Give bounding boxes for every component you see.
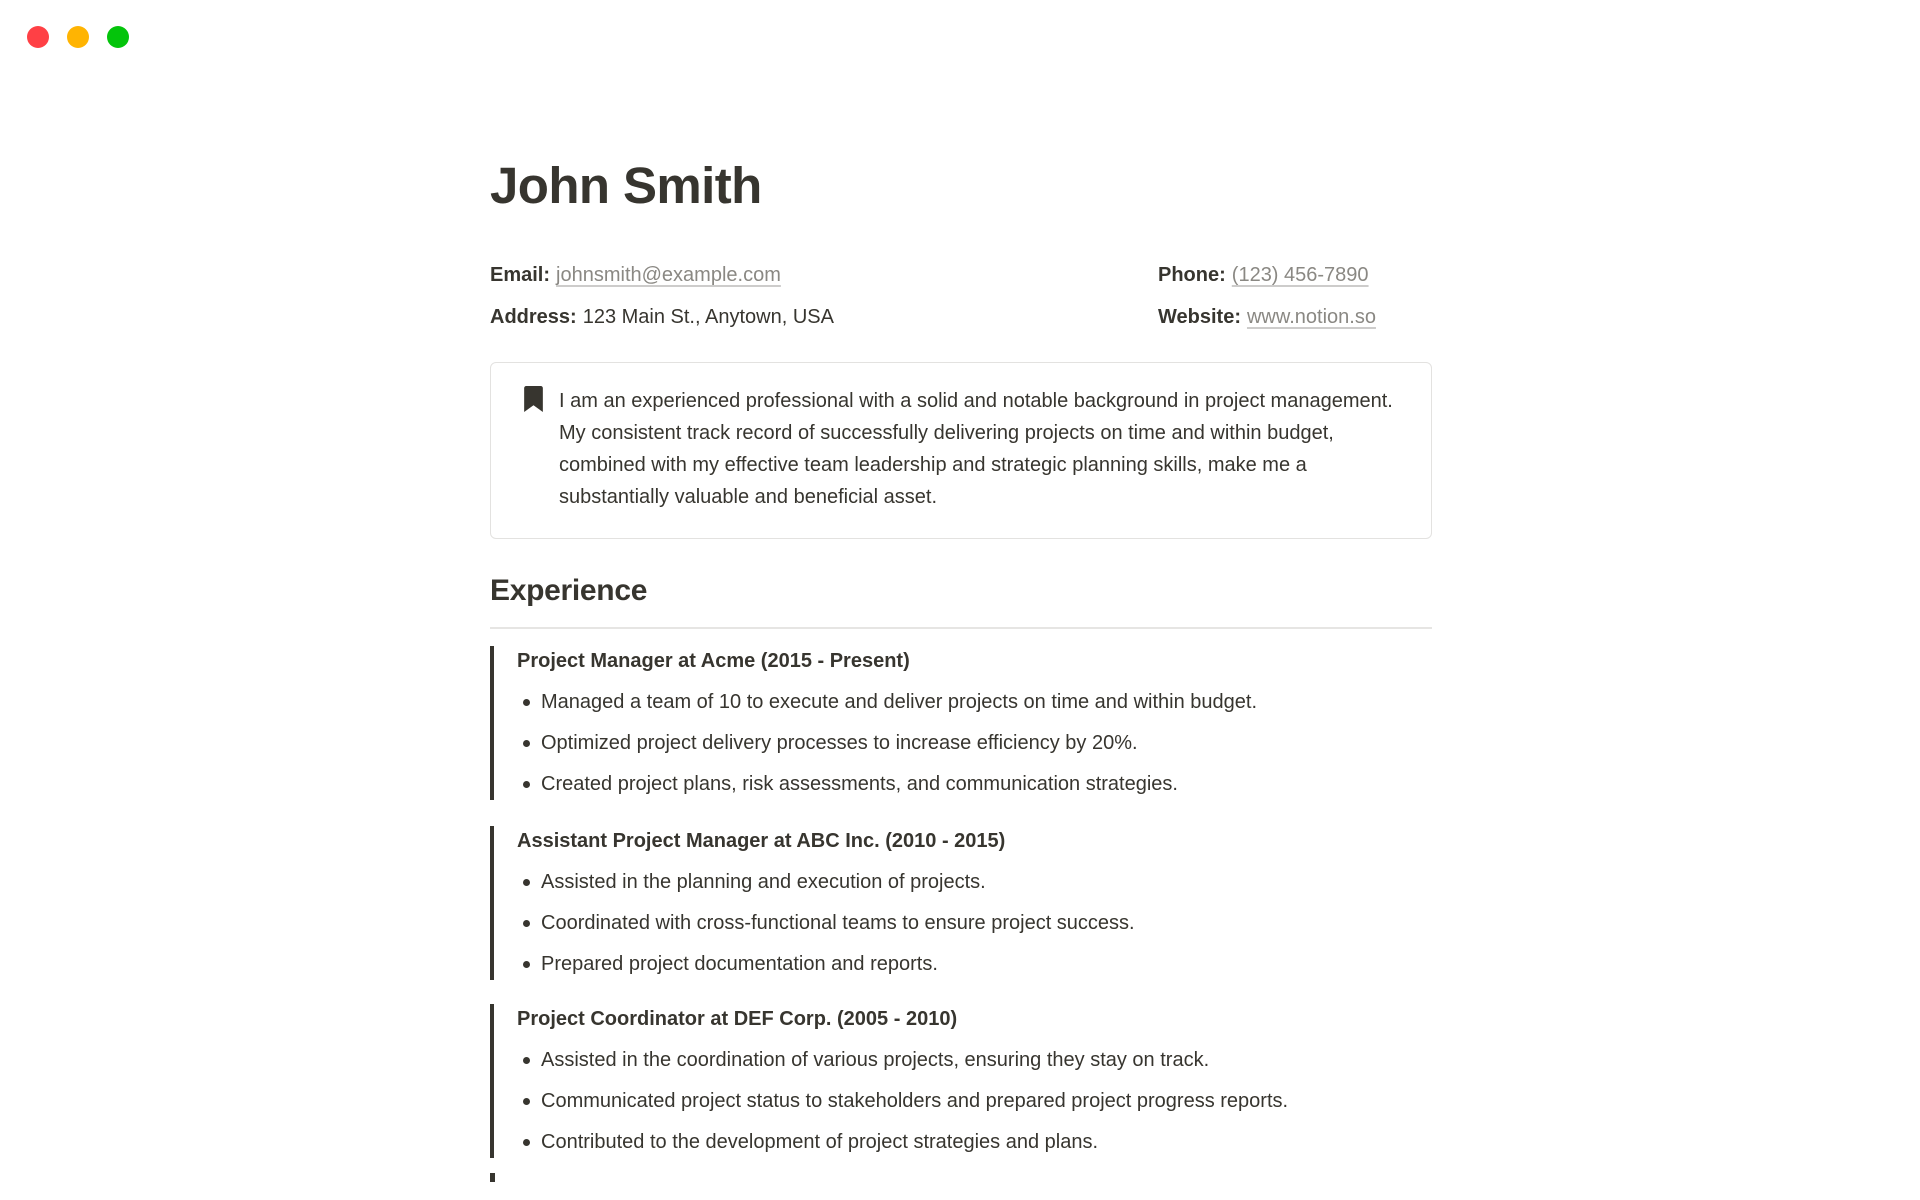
next-entry-partial-bar: [490, 1173, 495, 1182]
bullet-item: Optimized project delivery processes to increase efficiency by 20%.: [517, 728, 1432, 759]
entry-bullet-list: [517, 1045, 1432, 1158]
contact-column-left: [490, 260, 1158, 333]
minimize-window-button[interactable]: [67, 26, 89, 48]
bullet-item: Prepared project documentation and reports.: [517, 949, 1432, 980]
section-divider: [490, 627, 1432, 629]
entry-bullet-list: [517, 687, 1432, 800]
experience-entry: [490, 646, 1432, 800]
entry-bullet-list: [517, 867, 1432, 980]
close-window-button[interactable]: [27, 26, 49, 48]
address-value: 123 Main St., Anytown, USA: [582, 306, 834, 328]
experience-entry: [490, 826, 1432, 980]
experience-heading: Experience: [490, 574, 648, 607]
bullet-item: Coordinated with cross-functional teams to ensure project success.: [517, 908, 1432, 939]
email-label: Email:: [490, 264, 551, 286]
entry-title: Project Coordinator at DEF Corp. (2005 - 2010): [517, 1008, 958, 1030]
entry-title: Assistant Project Manager at ABC Inc. (2010 - 2015): [517, 830, 1006, 852]
phone-label: Phone:: [1158, 264, 1226, 286]
bullet-item: Contributed to the development of project strategies and plans.: [517, 1127, 1432, 1158]
contact-column-right: [1158, 260, 1432, 333]
page-title: John Smith: [490, 157, 762, 214]
entry-title: Project Manager at Acme (2015 - Present): [517, 650, 910, 672]
website-label: Website:: [1158, 306, 1241, 328]
bullet-item: Managed a team of 10 to execute and deliver projects on time and within budget.: [517, 687, 1432, 718]
bullet-item: Created project plans, risk assessments, and communication strategies.: [517, 769, 1432, 800]
bullet-item: Assisted in the planning and execution of projects.: [517, 867, 1432, 898]
website-row: [1158, 302, 1432, 333]
address-row: [490, 302, 1158, 333]
phone-link[interactable]: (123) 456-7890: [1231, 264, 1369, 286]
address-label: Address:: [490, 306, 577, 328]
bullet-item: Communicated project status to stakeholders and prepared project progress reports.: [517, 1086, 1432, 1117]
website-link[interactable]: www.notion.so: [1246, 306, 1376, 328]
bullet-item: Assisted in the coordination of various projects, ensuring they stay on track.: [517, 1045, 1432, 1076]
experience-entry: [490, 1004, 1432, 1158]
summary-text: I am an experienced professional with a solid and notable background in project management. My consistent track record of successfully delivering projects on time and within budget, combined with my effective team leadership and strategic planning skills, make me a substantially valuable and beneficial asset.: [559, 390, 1393, 508]
email-row: [490, 260, 1158, 291]
window-controls: [27, 26, 129, 48]
notion-page: [490, 0, 1432, 1200]
bookmark-icon: [521, 386, 546, 413]
email-link[interactable]: johnsmith@example.com: [556, 264, 781, 286]
zoom-window-button[interactable]: [107, 26, 129, 48]
phone-row: [1158, 260, 1432, 291]
contact-block: [490, 260, 1432, 333]
summary-callout: [490, 362, 1432, 539]
